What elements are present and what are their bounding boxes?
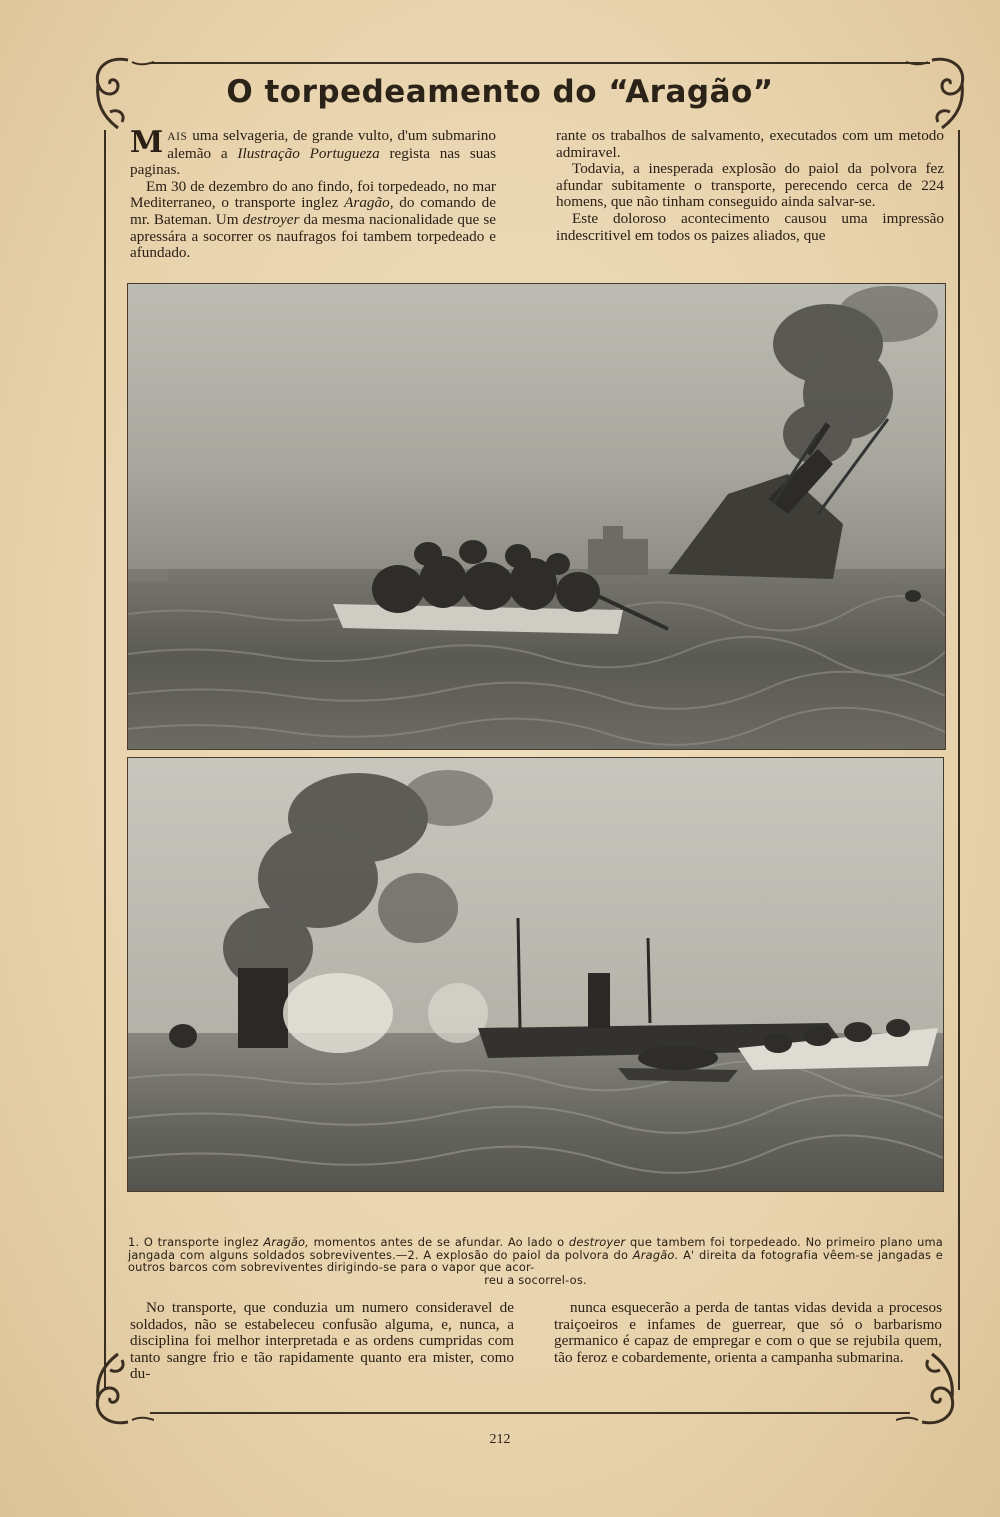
caption-text-3: que tambem foi torpedeado. No primeiro plano uma jangada com alguns soldados sobreviventes.—2. A explosão do paiol da polvora do [128, 1235, 943, 1262]
caption-text-4: A' direita da fotografia vêem-se jangadas e outros barcos com sobreviventes dirigindo-se para o vapor que acor- [128, 1247, 943, 1275]
intro-paragraph-2 [130, 179, 496, 262]
intro-text-2: regista nas suas paginas. [130, 144, 496, 179]
drop-cap: M [130, 125, 164, 160]
photo-explosion-rescue [127, 757, 944, 1192]
frame-top-line [150, 62, 930, 64]
intro-first-word: AIS [167, 131, 188, 143]
intro-text-3: Em 30 de dezembro do ano findo, foi torpedeado, no mar Mediterraneo, o transporte inglez [130, 177, 496, 212]
frame-bottom-line [150, 1412, 910, 1414]
ship-name: Aragão, [344, 194, 394, 212]
intro-right-paragraph-3: Este doloroso acontecimento causou uma impressão indescritivel em todos os paizes aliados, que [556, 209, 944, 244]
caption-ship-1: Aragão, [263, 1235, 309, 1249]
caption-text-2: momentos antes de se afundar. Ao lado o [309, 1235, 569, 1249]
caption-last-line: reu a socorrel-os. [484, 1272, 587, 1287]
intro-paragraph-1 [130, 125, 496, 179]
caption-text-1: 1. O transporte inglez [128, 1235, 264, 1249]
intro-right-paragraph-1: rante os trabalhos de salvamento, executados com um metodo admiravel. [556, 127, 944, 161]
page-title: O torpedeamento do “Aragão” [226, 74, 774, 110]
intro-left-column [130, 125, 497, 262]
ornament-top-right-icon [906, 52, 972, 132]
body-right-column [554, 1300, 942, 1366]
intro-right-column [556, 128, 944, 244]
magazine-name: Ilustração Portugueza [237, 144, 380, 162]
intro-text-5: da mesma nacionalidade que se apressára a socorrer os naufragos foi tambem torpedeado e afundado. [130, 210, 497, 262]
photo-caption [128, 1236, 943, 1286]
ornament-top-left-icon [88, 52, 154, 132]
frame-right-line [958, 130, 960, 1390]
intro-text-4: do comando de mr. Bateman. Um [130, 194, 496, 228]
body-left-column [130, 1300, 514, 1383]
intro-right-paragraph-2: Todavia, a inesperada explosão do paiol da polvora fez afundar subitamente o transporte, perecendo cerca de 224 homens, que não tinham conseguido ainda salvar-se. [556, 160, 944, 211]
photo-sinking-transport [127, 283, 946, 750]
page-number: 212 [489, 1432, 511, 1447]
caption-ship-2: Aragão. [632, 1247, 679, 1262]
body-right-paragraph: nunca esquecerão a perda de tantas vidas devida a procesos traiçoeiros e infames de guerrear, que só o barbarismo germanico é capaz de empregar e com o que se rejubila quem, tão feroz e cobardemente, orienta a campanha submarina. [554, 1299, 942, 1366]
frame-left-line [104, 130, 106, 1390]
body-left-paragraph: No transporte, que conduzia um numero consideravel de soldados, não se estabeleceu confusão alguma, e, nunca, a disciplina foi melhor interpretada e as ordens cumpridas com tanto sangre frio e tão rapidamente quanto era mister, como du- [130, 1299, 514, 1383]
caption-destroyer: destroyer [568, 1235, 626, 1249]
intro-text-1: uma selvageria, de grande vulto, d'um submarino alemão a [167, 127, 496, 162]
destroyer-word: destroyer [242, 210, 300, 228]
